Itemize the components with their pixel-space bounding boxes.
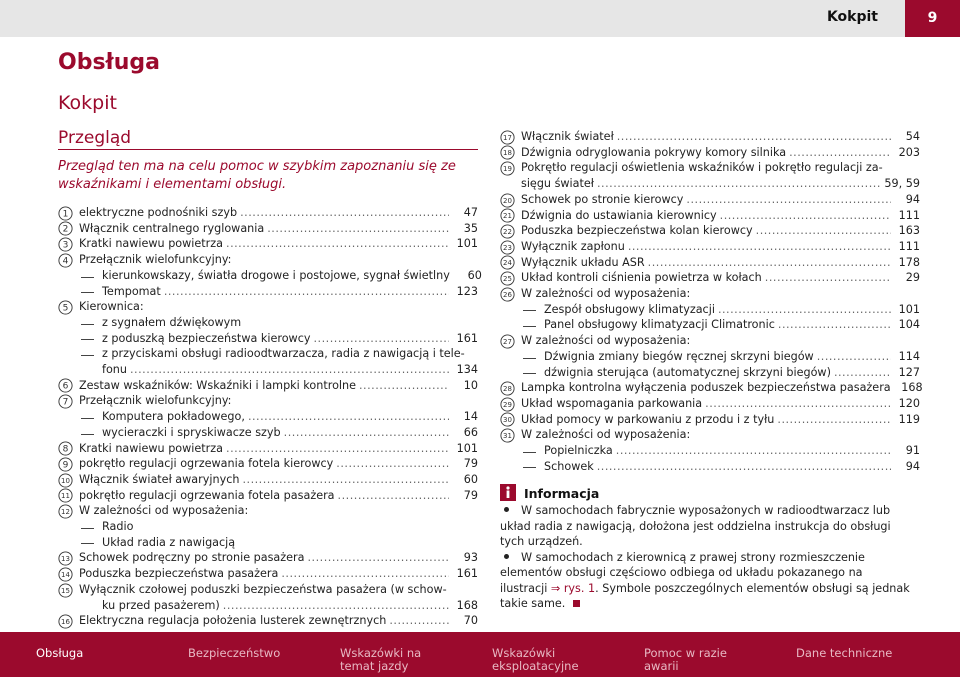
dash-marker: [81, 339, 94, 340]
list-item: [500, 286, 920, 302]
page-reference[interactable]: 60: [463, 472, 478, 486]
dash-marker: [523, 467, 536, 468]
item-number-icon: [500, 161, 515, 176]
item-number-icon: [500, 428, 515, 443]
dash-marker: [81, 277, 94, 278]
page-reference[interactable]: 35: [463, 221, 478, 235]
list-item: [58, 393, 478, 409]
leader-dots: [628, 239, 891, 255]
item-label: Włącznik świateł awaryjnych: [79, 472, 240, 486]
list-item: [58, 252, 478, 268]
page-reference[interactable]: 47: [463, 206, 478, 219]
info-bullet-text: W samochodach z kierownicą z prawej strony rozmieszczenie elementów obsługi częściowo odbiega od układu pokazanego na ilustracji: [500, 550, 865, 595]
item-number-icon: [58, 253, 73, 268]
item-number-icon: [500, 255, 515, 270]
page-reference[interactable]: 127: [898, 365, 920, 379]
page-reference[interactable]: 79: [463, 488, 478, 502]
svg-text:16: 16: [61, 617, 70, 626]
dash-marker: [523, 326, 536, 327]
list-item: [58, 236, 478, 252]
svg-text:18: 18: [503, 149, 512, 158]
page-reference[interactable]: 91: [905, 444, 920, 458]
svg-text:9: 9: [62, 460, 69, 471]
page-reference[interactable]: 104: [898, 318, 920, 332]
svg-text:5: 5: [62, 303, 69, 314]
item-label: Schowek: [544, 459, 594, 473]
leader-dots: [778, 317, 891, 333]
list-item: [58, 268, 482, 284]
item-label: Zespół obsługowy klimatyzacji: [544, 302, 715, 316]
item-label: Pokrętło regulacji oświetlenia wskaźników i pokrętło regulacji za-: [521, 161, 883, 175]
item-label: fonu: [102, 363, 127, 377]
item-number-icon: [58, 378, 73, 393]
list-item: [58, 409, 478, 425]
footer-tab[interactable]: Wskazówki eksploatacyjne: [492, 646, 579, 673]
svg-text:10: 10: [61, 476, 70, 485]
svg-text:20: 20: [503, 196, 512, 205]
page-reference[interactable]: 111: [898, 208, 920, 222]
leader-dots: [226, 236, 449, 252]
section-end-mark: [573, 600, 580, 607]
svg-text:15: 15: [61, 586, 70, 595]
info-title: Informacja: [524, 486, 600, 501]
item-label: z przyciskami obsługi radioodtwarzacza, radia z nawigacją i tele-: [102, 347, 465, 361]
item-label: Poduszka bezpieczeństwa kolan kierowcy: [521, 224, 753, 238]
item-number-icon: [58, 441, 73, 456]
svg-text:12: 12: [61, 508, 70, 517]
list-item: [58, 456, 478, 472]
list-item: [58, 613, 478, 629]
item-label: dźwignia sterująca (automatycznej skrzyni biegów): [544, 365, 831, 379]
list-item: [58, 550, 478, 566]
svg-text:8: 8: [62, 444, 69, 455]
section-title: Obsługa: [58, 50, 160, 75]
list-item: [500, 459, 920, 475]
page-reference[interactable]: 203: [898, 145, 920, 159]
intro-text: Przegląd ten ma na celu pomoc w szybkim zapoznaniu się ze wskaźnikami i elementami obsługi.: [58, 159, 456, 192]
page-reference[interactable]: 161: [456, 331, 478, 345]
item-number-icon: [500, 130, 515, 145]
leader-dots: [765, 270, 891, 286]
leader-dots: [242, 472, 449, 488]
item-label: Wyłącznik układu ASR: [521, 255, 645, 269]
item-label: sięgu świateł: [521, 177, 594, 191]
page-reference[interactable]: 79: [463, 457, 478, 471]
page-reference[interactable]: 54: [905, 130, 920, 143]
item-label: pokrętło regulacji ogrzewania fotela kierowcy: [79, 457, 334, 471]
subsection-heading: Przegląd: [58, 128, 132, 148]
svg-text:22: 22: [503, 227, 512, 236]
list-item: [500, 239, 920, 255]
item-label: Układ radia z nawigacją: [102, 535, 236, 549]
item-label: Przełącznik wielofunkcyjny:: [79, 253, 232, 267]
item-label: W zależności od wyposażenia:: [521, 334, 691, 348]
leader-dots: [789, 145, 891, 161]
chapter-title: Kokpit: [826, 9, 878, 25]
item-number-icon: [58, 394, 73, 409]
page-reference[interactable]: 70: [463, 614, 478, 628]
leader-dots: [817, 349, 891, 365]
list-item: [500, 317, 920, 333]
page-reference[interactable]: 29: [905, 271, 920, 285]
svg-text:6: 6: [62, 382, 69, 393]
list-item: [500, 396, 920, 412]
item-number-icon: [58, 567, 73, 582]
dash-marker: [523, 358, 536, 359]
leader-dots: [718, 302, 891, 318]
list-item: [58, 441, 478, 457]
svg-text:7: 7: [62, 397, 69, 408]
item-label: elektryczne podnośniki szyb: [79, 206, 238, 219]
item-label: z sygnałem dźwiękowym: [102, 315, 242, 329]
item-label: Schowek po stronie kierowcy: [521, 192, 684, 206]
page-reference[interactable]: 66: [463, 425, 478, 439]
heading-divider: [58, 149, 478, 150]
item-number-icon: [58, 614, 73, 629]
page-reference[interactable]: 14: [463, 410, 478, 424]
list-item: [58, 472, 478, 488]
page-reference[interactable]: 168: [901, 381, 923, 395]
page-reference[interactable]: 101: [456, 441, 478, 455]
dash-marker: [523, 452, 536, 453]
leader-dots: [686, 192, 891, 208]
page-number: 9: [905, 0, 960, 37]
leader-dots: [834, 365, 891, 381]
list-item: [500, 302, 920, 318]
item-label: z poduszką bezpieczeństwa kierowcy: [102, 331, 311, 345]
info-icon: [500, 484, 516, 501]
leader-dots: [338, 488, 449, 504]
item-label: kierunkowskazy, światła drogowe i postojowe, sygnał świetlny: [102, 268, 450, 282]
figure-reference-link[interactable]: ⇒ rys. 1: [550, 581, 596, 595]
leader-dots: [267, 221, 449, 237]
dash-marker: [523, 373, 536, 374]
page-reference[interactable]: 93: [463, 551, 478, 565]
item-number-icon: [500, 397, 515, 412]
item-label: Elektryczna regulacja położenia lusterek zewnętrznych: [79, 614, 387, 628]
item-label: W zależności od wyposażenia:: [521, 428, 691, 442]
bullet-dot: [504, 554, 509, 559]
info-bullet-text: W samochodach fabrycznie wyposażonych w radioodtwarzacz lub układ radia z nawigacją, dołożona jest oddzielna instrukcja do obsługi tych urządzeń.: [500, 504, 891, 548]
item-label: Układ wspomagania parkowania: [521, 396, 703, 410]
info-bullet: [500, 503, 910, 550]
item-label: Dźwignia zmiany biegów ręcznej skrzyni biegów: [544, 349, 814, 363]
list-item: [58, 582, 478, 598]
list-item: [58, 205, 478, 221]
svg-text:27: 27: [503, 337, 512, 346]
leader-dots: [281, 566, 449, 582]
svg-text:11: 11: [61, 492, 70, 501]
svg-text:4: 4: [62, 256, 69, 267]
leader-dots: [164, 284, 449, 300]
page-reference[interactable]: 10: [463, 378, 478, 392]
svg-text:14: 14: [61, 570, 70, 579]
page-reference[interactable]: 60: [467, 268, 482, 282]
overview-list-right: [500, 129, 923, 474]
item-label: Komputera pokładowego,: [102, 410, 245, 424]
list-item: [500, 145, 920, 161]
item-label: Układ pomocy w parkowaniu z przodu i z tyłu: [521, 412, 775, 426]
svg-text:31: 31: [503, 432, 512, 441]
page-reference[interactable]: 111: [898, 239, 920, 253]
leader-dots: [307, 550, 449, 566]
footer-tab[interactable]: Pomoc w razie awarii: [644, 646, 727, 673]
list-item: [500, 223, 920, 239]
leader-dots: [248, 409, 449, 425]
item-number-icon: [500, 145, 515, 160]
leader-dots: [597, 176, 881, 192]
footer-tab[interactable]: Dane techniczne: [796, 646, 893, 660]
page-reference[interactable]: 134: [456, 363, 478, 377]
item-number-icon: [58, 457, 73, 472]
page-reference[interactable]: 101: [898, 302, 920, 316]
item-label: Włącznik świateł: [521, 130, 614, 143]
item-label: Wyłącznik zapłonu: [521, 239, 625, 253]
list-item: [58, 503, 478, 519]
item-label: W zależności od wyposażenia:: [521, 287, 691, 301]
chapter-heading: Kokpit: [58, 92, 117, 114]
list-item: [500, 270, 920, 286]
item-label: Kratki nawiewu powietrza: [79, 237, 224, 251]
item-label: Tempomat: [102, 284, 161, 298]
svg-text:29: 29: [503, 400, 512, 409]
list-item: [500, 427, 920, 443]
item-label: pokrętło regulacji ogrzewania fotela pasażera: [79, 488, 335, 502]
item-number-icon: [500, 193, 515, 208]
footer-tab[interactable]: Obsługa: [36, 646, 84, 660]
svg-text:30: 30: [503, 416, 512, 425]
list-item: [500, 365, 920, 381]
list-item: [500, 176, 920, 192]
item-number-icon: [58, 237, 73, 252]
dash-marker: [523, 310, 536, 311]
page-reference[interactable]: 168: [456, 598, 478, 612]
svg-text:23: 23: [503, 243, 512, 252]
item-number-icon: [58, 473, 73, 488]
page-reference[interactable]: 120: [898, 396, 920, 410]
page-reference[interactable]: 123: [456, 284, 478, 298]
leader-dots: [648, 255, 891, 271]
svg-text:13: 13: [61, 555, 70, 564]
item-label: Popielniczka: [544, 444, 613, 458]
list-item: [58, 535, 478, 551]
list-item: [500, 255, 920, 271]
item-number-icon: [500, 381, 515, 396]
dash-marker: [81, 418, 94, 419]
page-header: [0, 0, 960, 37]
leader-dots: [720, 208, 891, 224]
list-item: [58, 284, 478, 300]
item-number-icon: [500, 208, 515, 223]
list-item: [58, 315, 478, 331]
list-item: [58, 362, 478, 378]
info-body: [500, 503, 910, 612]
item-label: ku przed pasażerem): [102, 598, 220, 612]
item-number-icon: [58, 504, 73, 519]
list-item: [58, 299, 478, 315]
list-item: [58, 488, 478, 504]
svg-text:17: 17: [503, 133, 512, 142]
list-item: [500, 192, 920, 208]
list-item: [58, 331, 478, 347]
list-item: [58, 425, 478, 441]
item-number-icon: [500, 412, 515, 427]
leader-dots: [240, 205, 449, 221]
item-label: Włącznik centralnego ryglowania: [79, 221, 265, 235]
item-number-icon: [58, 221, 73, 236]
leader-dots: [313, 331, 449, 347]
list-item: [500, 160, 920, 176]
list-item: [58, 598, 478, 614]
svg-text:19: 19: [503, 165, 512, 174]
item-label: Kierownica:: [79, 300, 144, 314]
leader-dots: [336, 456, 449, 472]
item-label: Układ kontroli ciśnienia powietrza w kołach: [521, 271, 762, 285]
footer-tab[interactable]: Bezpieczeństwo: [188, 646, 281, 660]
footer-nav: [0, 632, 960, 677]
leader-dots: [756, 223, 891, 239]
item-number-icon: [58, 488, 73, 503]
leader-dots: [617, 129, 891, 145]
leader-dots: [223, 598, 449, 614]
dash-marker: [81, 355, 94, 356]
list-item: [500, 333, 920, 349]
svg-text:2: 2: [62, 225, 69, 236]
svg-text:25: 25: [503, 275, 512, 284]
list-item: [500, 208, 920, 224]
svg-text:26: 26: [503, 290, 512, 299]
list-item: [58, 346, 478, 362]
item-number-icon: [500, 240, 515, 255]
info-bullet-text: . Symbole poszczególnych elementów obsługi są jednak takie same.: [500, 581, 910, 610]
info-bullet: [500, 550, 910, 612]
item-label: Wyłącznik czołowej poduszki bezpieczeństwa pasażera (w schow-: [79, 582, 447, 596]
page-reference[interactable]: 101: [456, 237, 478, 251]
leader-dots: [284, 425, 449, 441]
dash-marker: [81, 528, 94, 529]
item-number-icon: [58, 551, 73, 566]
dash-marker: [81, 324, 94, 325]
item-label: Radio: [102, 520, 134, 534]
page-reference[interactable]: 94: [905, 192, 920, 206]
bullet-dot: [504, 507, 509, 512]
item-label: Przełącznik wielofunkcyjny:: [79, 394, 232, 408]
list-item: [58, 221, 478, 237]
item-label: wycieraczki i spryskiwacze szyb: [102, 425, 281, 439]
svg-text:21: 21: [503, 212, 512, 221]
leader-dots: [705, 396, 891, 412]
page-reference[interactable]: 59, 59: [884, 177, 920, 191]
page-reference[interactable]: 161: [456, 567, 478, 581]
list-item: [500, 129, 920, 145]
item-label: Poduszka bezpieczeństwa pasażera: [79, 567, 279, 581]
list-item: [500, 380, 923, 396]
item-label: Dźwignia odryglowania pokrywy komory silnika: [521, 145, 787, 159]
svg-text:28: 28: [503, 384, 512, 393]
item-label: Kratki nawiewu powietrza: [79, 441, 224, 455]
leader-dots: [597, 459, 891, 475]
page-reference[interactable]: 119: [898, 412, 920, 426]
item-label: Lampka kontrolna wyłączenia poduszek bezpieczeństwa pasażera: [521, 381, 891, 395]
svg-text:24: 24: [503, 259, 512, 268]
leader-dots: [130, 362, 449, 378]
item-number-icon: [58, 300, 73, 315]
leader-dots: [389, 613, 449, 629]
leader-dots: [777, 412, 891, 428]
list-item: [58, 566, 478, 582]
page-reference[interactable]: 163: [898, 224, 920, 238]
item-number-icon: [500, 287, 515, 302]
leader-dots: [359, 378, 449, 394]
leader-dots: [226, 441, 449, 457]
page-reference[interactable]: 178: [898, 255, 920, 269]
leader-dots: [616, 443, 891, 459]
item-number-icon: [500, 224, 515, 239]
list-item: [500, 349, 920, 365]
item-number-icon: [500, 334, 515, 349]
list-item: [58, 378, 478, 394]
svg-text:3: 3: [62, 240, 69, 251]
overview-list-left: [58, 205, 482, 629]
dash-marker: [81, 434, 94, 435]
page-reference[interactable]: 114: [898, 349, 920, 363]
list-item: [58, 519, 478, 535]
item-label: Dźwignia do ustawiania kierownicy: [521, 208, 717, 222]
item-label: W zależności od wyposażenia:: [79, 504, 249, 518]
item-number-icon: [58, 206, 73, 221]
dash-marker: [81, 292, 94, 293]
item-label: Schowek podręczny po stronie pasażera: [79, 551, 305, 565]
page-reference[interactable]: 94: [905, 459, 920, 473]
dash-marker: [81, 543, 94, 544]
list-item: [500, 443, 920, 459]
footer-tab[interactable]: Wskazówki na temat jazdy: [340, 646, 422, 673]
item-number-icon: [500, 271, 515, 286]
item-label: Panel obsługowy klimatyzacji Climatronic: [544, 318, 775, 332]
list-item: [500, 412, 920, 428]
item-number-icon: [58, 583, 73, 598]
svg-text:1: 1: [62, 209, 69, 220]
item-label: Zestaw wskaźników: Wskaźniki i lampki kontrolne: [79, 378, 356, 392]
